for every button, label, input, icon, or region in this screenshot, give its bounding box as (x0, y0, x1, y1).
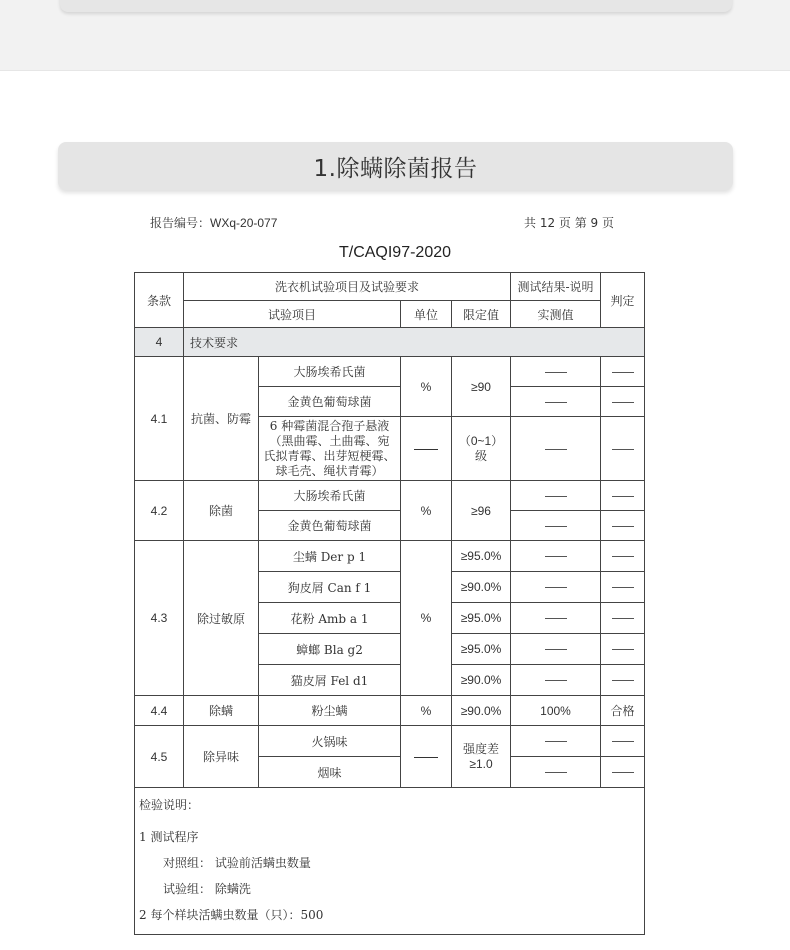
verdict-cell (601, 511, 645, 541)
measured-cell (511, 572, 601, 603)
section-row (135, 328, 645, 357)
verdict-cell (601, 572, 645, 603)
item-cell: 金黄色葡萄球菌 (259, 387, 401, 417)
measured-cell (511, 481, 601, 511)
previous-section-card (60, 0, 732, 12)
unit-cell: % (401, 357, 452, 417)
test-results-table (134, 272, 645, 935)
limit-cell: ≥90.0% (452, 572, 511, 603)
clause-cell: 4.2 (135, 481, 184, 541)
dash-mark (612, 587, 634, 588)
verdict-cell (601, 757, 645, 788)
dash-mark (414, 449, 438, 450)
limit-cell: ≥96 (452, 481, 511, 541)
item-cell: 大肠埃希氏菌 (259, 481, 401, 511)
group-name-cell: 抗菌、防霉 (184, 357, 259, 481)
table-row (135, 726, 645, 757)
measured-cell (511, 665, 601, 696)
limit-cell: ≥90 (452, 357, 511, 417)
section-clause: 4 (135, 328, 184, 357)
verdict-cell (601, 417, 645, 481)
limit-line: 级 (475, 448, 488, 463)
dash-mark (545, 372, 567, 373)
previous-section-band (0, 0, 790, 71)
section-title: 1.除螨除菌报告 (313, 155, 478, 182)
header-unit: 单位 (401, 301, 452, 328)
notes-title: 检验说明： (139, 798, 200, 812)
limit-line: 强度差 (463, 741, 500, 756)
limit-line: （0~1） (458, 433, 504, 448)
header-limit: 限定值 (452, 301, 511, 328)
notes-test-group: 试验组： 除螨洗 (163, 882, 251, 896)
dash-mark (545, 402, 567, 403)
header-result-group: 测试结果-说明 (511, 273, 601, 301)
unit-cell (401, 726, 452, 788)
verdict-cell: 合格 (601, 696, 645, 726)
verdict-cell (601, 357, 645, 387)
pagination: 共 12 页 第 9 页 (524, 216, 614, 230)
measured-cell: 100% (511, 696, 601, 726)
table-row (135, 481, 645, 511)
dash-mark (545, 526, 567, 527)
clause-cell: 4.5 (135, 726, 184, 788)
dash-mark (612, 741, 634, 742)
measured-cell (511, 541, 601, 572)
measured-cell (511, 417, 601, 481)
item-cell: 大肠埃希氏菌 (259, 357, 401, 387)
section-title-card (58, 142, 733, 190)
item-cell-mold (259, 417, 401, 481)
dash-mark (545, 741, 567, 742)
item-cell: 蟑螂 Bla g2 (259, 634, 401, 665)
clause-cell: 4.1 (135, 357, 184, 481)
limit-cell: ≥95.0% (452, 634, 511, 665)
dash-mark (545, 680, 567, 681)
header-item: 试验项目 (184, 301, 401, 328)
item-cell: 猫皮屑 Fel d1 (259, 665, 401, 696)
unit-cell: % (401, 541, 452, 696)
limit-cell: ≥90.0% (452, 665, 511, 696)
verdict-cell (601, 603, 645, 634)
dash-mark (612, 772, 634, 773)
group-name-cell: 除过敏原 (184, 541, 259, 696)
dash-mark (612, 526, 634, 527)
group-name-cell: 除异味 (184, 726, 259, 788)
item-cell: 粉尘螨 (259, 696, 401, 726)
header-verdict: 判定 (601, 273, 645, 328)
limit-cell (452, 726, 511, 788)
limit-cell: ≥95.0% (452, 603, 511, 634)
standard-code: T/CAQI97-2020 (338, 244, 452, 261)
clause-cell: 4.3 (135, 541, 184, 696)
group-name-cell: 除螨 (184, 696, 259, 726)
unit-cell: % (401, 696, 452, 726)
header-clause: 条款 (135, 273, 184, 328)
item-cell: 花粉 Amb a 1 (259, 603, 401, 634)
section-label: 技术要求 (184, 328, 645, 357)
clause-cell: 4.4 (135, 696, 184, 726)
notes-step1: 1 测试程序 (139, 830, 199, 844)
measured-cell (511, 511, 601, 541)
dash-mark (545, 449, 567, 450)
measured-cell (511, 757, 601, 788)
limit-line: ≥1.0 (469, 756, 493, 771)
header-measured: 实测值 (511, 301, 601, 328)
dash-mark (612, 402, 634, 403)
dash-mark (612, 556, 634, 557)
mold-line: （黑曲霉、土曲霉、宛 (269, 433, 390, 448)
measured-cell (511, 726, 601, 757)
verdict-cell (601, 387, 645, 417)
table-row (135, 357, 645, 387)
measured-cell (511, 387, 601, 417)
group-name-cell: 除菌 (184, 481, 259, 541)
dash-mark (545, 772, 567, 773)
dash-mark (612, 449, 634, 450)
verdict-cell (601, 634, 645, 665)
item-cell: 金黄色葡萄球菌 (259, 511, 401, 541)
dash-mark (545, 649, 567, 650)
measured-cell (511, 634, 601, 665)
report-number-value: WXq-20-077 (210, 216, 278, 230)
dash-mark (612, 496, 634, 497)
mold-line: 球毛壳、绳状青霉） (275, 463, 384, 478)
report-number-label: 报告编号： (150, 216, 211, 230)
notes-step2: 2 每个样块活螨虫数量（只）：500 (139, 908, 324, 922)
dash-mark (612, 649, 634, 650)
item-cell: 烟味 (259, 757, 401, 788)
notes-row (135, 788, 645, 935)
dash-mark (612, 618, 634, 619)
table-row (135, 541, 645, 572)
report-document (0, 200, 790, 950)
dash-mark (612, 372, 634, 373)
limit-cell (452, 417, 511, 481)
report-number (150, 214, 277, 231)
verdict-cell (601, 665, 645, 696)
notes-control-group: 对照组： 试验前活螨虫数量 (163, 856, 311, 870)
measured-cell (511, 603, 601, 634)
item-cell: 火锅味 (259, 726, 401, 757)
dash-mark (545, 618, 567, 619)
measured-cell (511, 357, 601, 387)
mold-line: 6 种霉菌混合孢子悬液 (269, 418, 390, 433)
verdict-cell (601, 726, 645, 757)
dash-mark (414, 757, 438, 758)
verdict-cell (601, 541, 645, 572)
unit-cell: % (401, 481, 452, 541)
dash-mark (545, 496, 567, 497)
unit-cell (401, 417, 452, 481)
inspection-notes (135, 788, 645, 935)
limit-cell: ≥90.0% (452, 696, 511, 726)
dash-mark (545, 556, 567, 557)
header-group: 洗衣机试验项目及试验要求 (184, 273, 511, 301)
mold-line: 氏拟青霉、出芽短梗霉、 (263, 448, 396, 463)
dash-mark (612, 680, 634, 681)
table-row (135, 696, 645, 726)
item-cell: 尘螨 Der p 1 (259, 541, 401, 572)
verdict-cell (601, 481, 645, 511)
dash-mark (545, 587, 567, 588)
item-cell: 狗皮屑 Can f 1 (259, 572, 401, 603)
limit-cell: ≥95.0% (452, 541, 511, 572)
